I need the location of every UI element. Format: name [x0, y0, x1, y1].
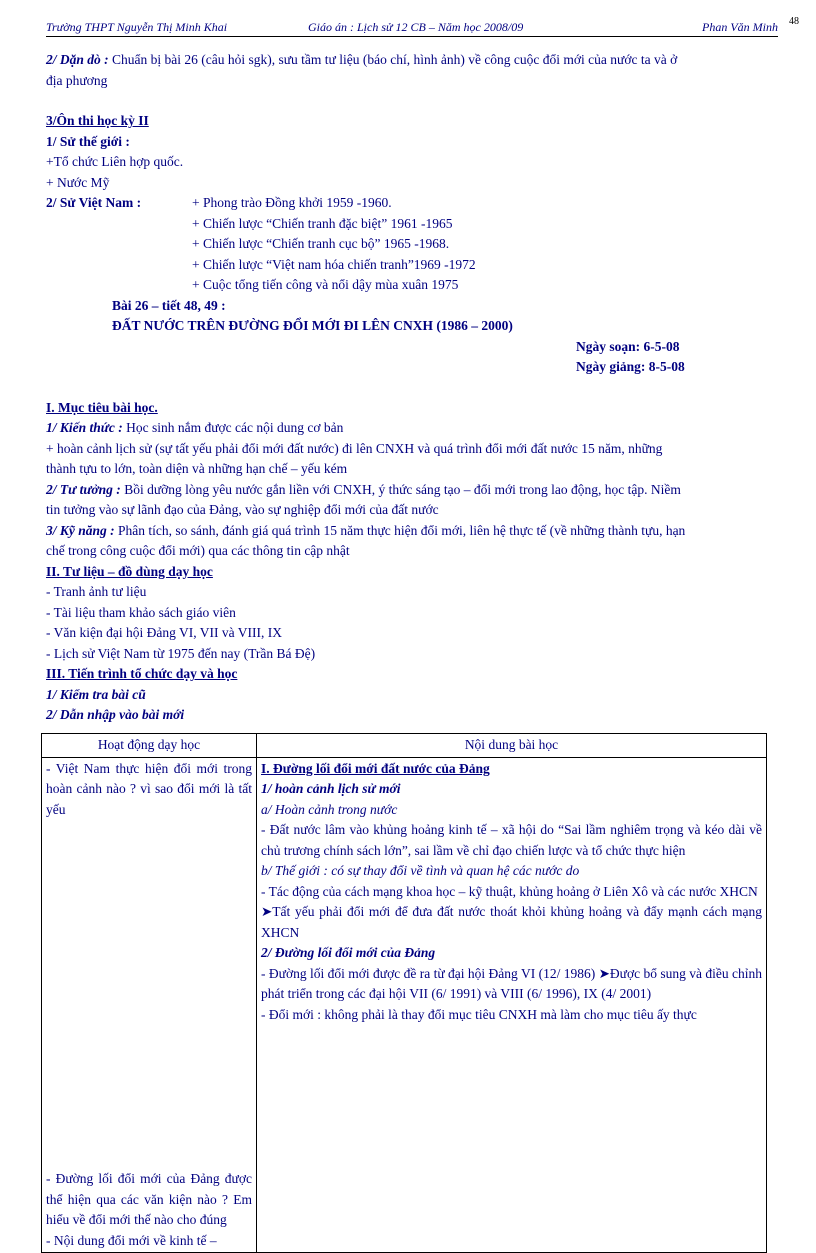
- thought-line: [46, 480, 788, 501]
- policy-text: - Đường lối đổi mới được đề ra từ đại hội Đảng VI (12/ 1986) ➤Được bổ sung và điều chỉnh phát triển trong các đại hội VII (6/ 1991) và VIII (6/ 1996), IX (4/ 2001): [261, 965, 762, 1001]
- vn-item: + Chiến lược “Việt nam hóa chiến tranh”1969 -1972: [192, 256, 476, 272]
- header-school: Trường THPT Nguyễn Thị Minh Khai: [46, 20, 228, 34]
- process-step: 1/ Kiểm tra bài cũ: [46, 686, 146, 702]
- vn-history-label: 2/ Sử Việt Nam :: [46, 195, 142, 210]
- table-header-row: [42, 734, 767, 758]
- content-cell: [257, 757, 767, 1253]
- subsection-a-label: a/ Hoàn cảnh trong nước: [261, 801, 398, 817]
- materials-title: II. Tư liệu – đồ dùng dạy học: [46, 563, 213, 579]
- material-item: - Lịch sử Việt Nam từ 1975 đến nay (Trần Bá Đệ): [46, 645, 316, 661]
- knowledge-label: 1/ Kiến thức :: [46, 420, 123, 435]
- objectives-title: I. Mục tiêu bài học.: [46, 399, 158, 415]
- spacer: [46, 91, 788, 111]
- context-text: - Đất nước lâm vào khủng hoảng kinh tế – xã hội do “Sai lầm nghiêm trọng và kéo dài về chủ trương chính sách lớn”, sai lầm về chỉ đạo chiến lược và tổ chức thực hiện: [261, 822, 762, 858]
- reform-text: - Đổi mới : không phải là thay đổi mục tiêu CNXH mà làm cho mục tiêu ấy thực: [261, 1006, 697, 1022]
- knowledge-line: [46, 418, 788, 439]
- subsection-heading: 1/ hoàn cảnh lịch sử mới: [261, 781, 401, 796]
- lesson-table: [41, 733, 767, 1253]
- lesson-title: ĐẤT NƯỚC TRÊN ĐƯỜNG ĐỔI MỚI ĐI LÊN CNXH (1986 – 2000): [112, 318, 513, 333]
- skill-line-2: chế trong công cuộc đổi mới) qua các thông tin cập nhật: [46, 543, 350, 558]
- vn-history-line: [46, 193, 788, 214]
- world-history-label: 1/ Sử thế giới :: [46, 133, 130, 149]
- activity-question: - Đường lối đổi mới của Đảng được thể hiện qua các văn kiện nào ? Em hiểu về đổi mới thế nào cho đúng: [46, 1171, 252, 1227]
- date-prepared: Ngày soạn: 6-5-08: [576, 338, 680, 354]
- activity-question: - Nội dung đổi mới về kinh tế –: [46, 1232, 217, 1248]
- skill-text: Phân tích, so sánh, đánh giá quá trình 15 năm thực hiện đổi mới, liên hệ thực tế (về những thành tựu, hạn: [114, 522, 686, 538]
- spacer: [46, 820, 252, 1169]
- conclusion-text: ➤Tất yếu phải đổi mới để đưa đất nước thoát khỏi khủng hoảng và đẩy mạnh cách mạng XHCN: [261, 904, 762, 940]
- page-header: [46, 16, 799, 37]
- process-step: 2/ Dẫn nhập vào bài mới: [46, 707, 185, 722]
- column-header-content: Nội dung bài học: [257, 734, 767, 758]
- skill-line: [46, 521, 788, 542]
- world-context-text: - Tác động của cách mạng khoa học – kỹ thuật, khủng hoảng ở Liên Xô và các nước XHCN: [261, 883, 758, 899]
- section-heading: I. Đường lối đổi mới đất nước của Đảng: [261, 760, 490, 776]
- column-header-activity: Hoạt động dạy học: [42, 734, 257, 758]
- vn-item: + Chiến lược “Chiến tranh đặc biệt” 1961 -1965: [192, 215, 453, 231]
- vn-item: + Chiến lược “Chiến tranh cục bộ” 1965 -1968.: [192, 236, 450, 251]
- review-title: 3/Ôn thi học kỳ II: [46, 113, 149, 128]
- thought-text: Bồi dưỡng lòng yêu nước gắn liền với CNXH, ý thức sáng tạo – đổi mới trong lao động, học tập. Niềm: [120, 481, 681, 497]
- thought-label: 2/ Tư tưởng :: [46, 481, 121, 497]
- subsection-a: [261, 800, 762, 821]
- skill-label: 3/ Kỹ năng :: [46, 522, 115, 538]
- thought-line-2: tin tưởng vào sự lãnh đạo của Đảng, vào sự nghiệp đổi mới của đất nước: [46, 502, 439, 517]
- homework-line-2: địa phương: [46, 72, 108, 88]
- header-author: Phan Văn Minh: [702, 20, 778, 34]
- table-row: [42, 757, 767, 1253]
- document-body: [46, 50, 788, 726]
- homework-line: [46, 50, 788, 71]
- lesson-number: Bài 26 – tiết 48, 49 :: [112, 297, 226, 313]
- vn-item: + Cuộc tổng tiến công và nổi dậy mùa xuân 1975: [192, 277, 459, 292]
- activity-cell: [42, 757, 257, 1253]
- homework-text: Chuẩn bị bài 26 (câu hỏi sgk), sưu tầm tư liệu (báo chí, hình ảnh) về công cuộc đổi mới của nước ta và ở: [108, 52, 678, 67]
- activity-question: - Việt Nam thực hiện đổi mới trong hoàn cảnh nào ? vì sao đổi mới là tất yếu: [46, 760, 252, 817]
- material-item: - Văn kiện đại hội Đảng VI, VII và VIII, IX: [46, 625, 282, 640]
- header-lesson-plan: Giáo án : Lịch sử 12 CB – Năm học 2008/09: [308, 20, 524, 34]
- spacer: [46, 378, 788, 398]
- page-number: 48: [789, 16, 799, 27]
- date-taught: Ngày giảng: 8-5-08: [576, 359, 685, 374]
- knowledge-more: + hoàn cảnh lịch sử (sự tất yếu phải đổi mới đất nước) đi lên CNXH và quá trình đổi mới đất nước 15 năm, những: [46, 440, 663, 456]
- knowledge-more: thành tựu to lớn, toàn diện và những hạn chế – yếu kém: [46, 461, 348, 476]
- material-item: - Tranh ảnh tư liệu: [46, 584, 147, 599]
- knowledge-text: Học sinh nắm được các nội dung cơ bản: [122, 420, 344, 435]
- world-item: +Tổ chức Liên hợp quốc.: [46, 154, 184, 169]
- homework-label: 2/ Dặn dò :: [46, 52, 109, 67]
- vn-item: + Phong trào Đồng khởi 1959 -1960.: [192, 195, 392, 210]
- material-item: - Tài liệu tham khảo sách giáo viên: [46, 604, 236, 620]
- subsection-heading: 2/ Đường lối đổi mới của Đảng: [261, 945, 436, 960]
- subsection-b: b/ Thế giới : có sự thay đổi về tình và quan hệ các nước do: [261, 863, 580, 878]
- process-title: III. Tiến trình tổ chức dạy và học: [46, 666, 238, 681]
- world-item: + Nước Mỹ: [46, 174, 110, 190]
